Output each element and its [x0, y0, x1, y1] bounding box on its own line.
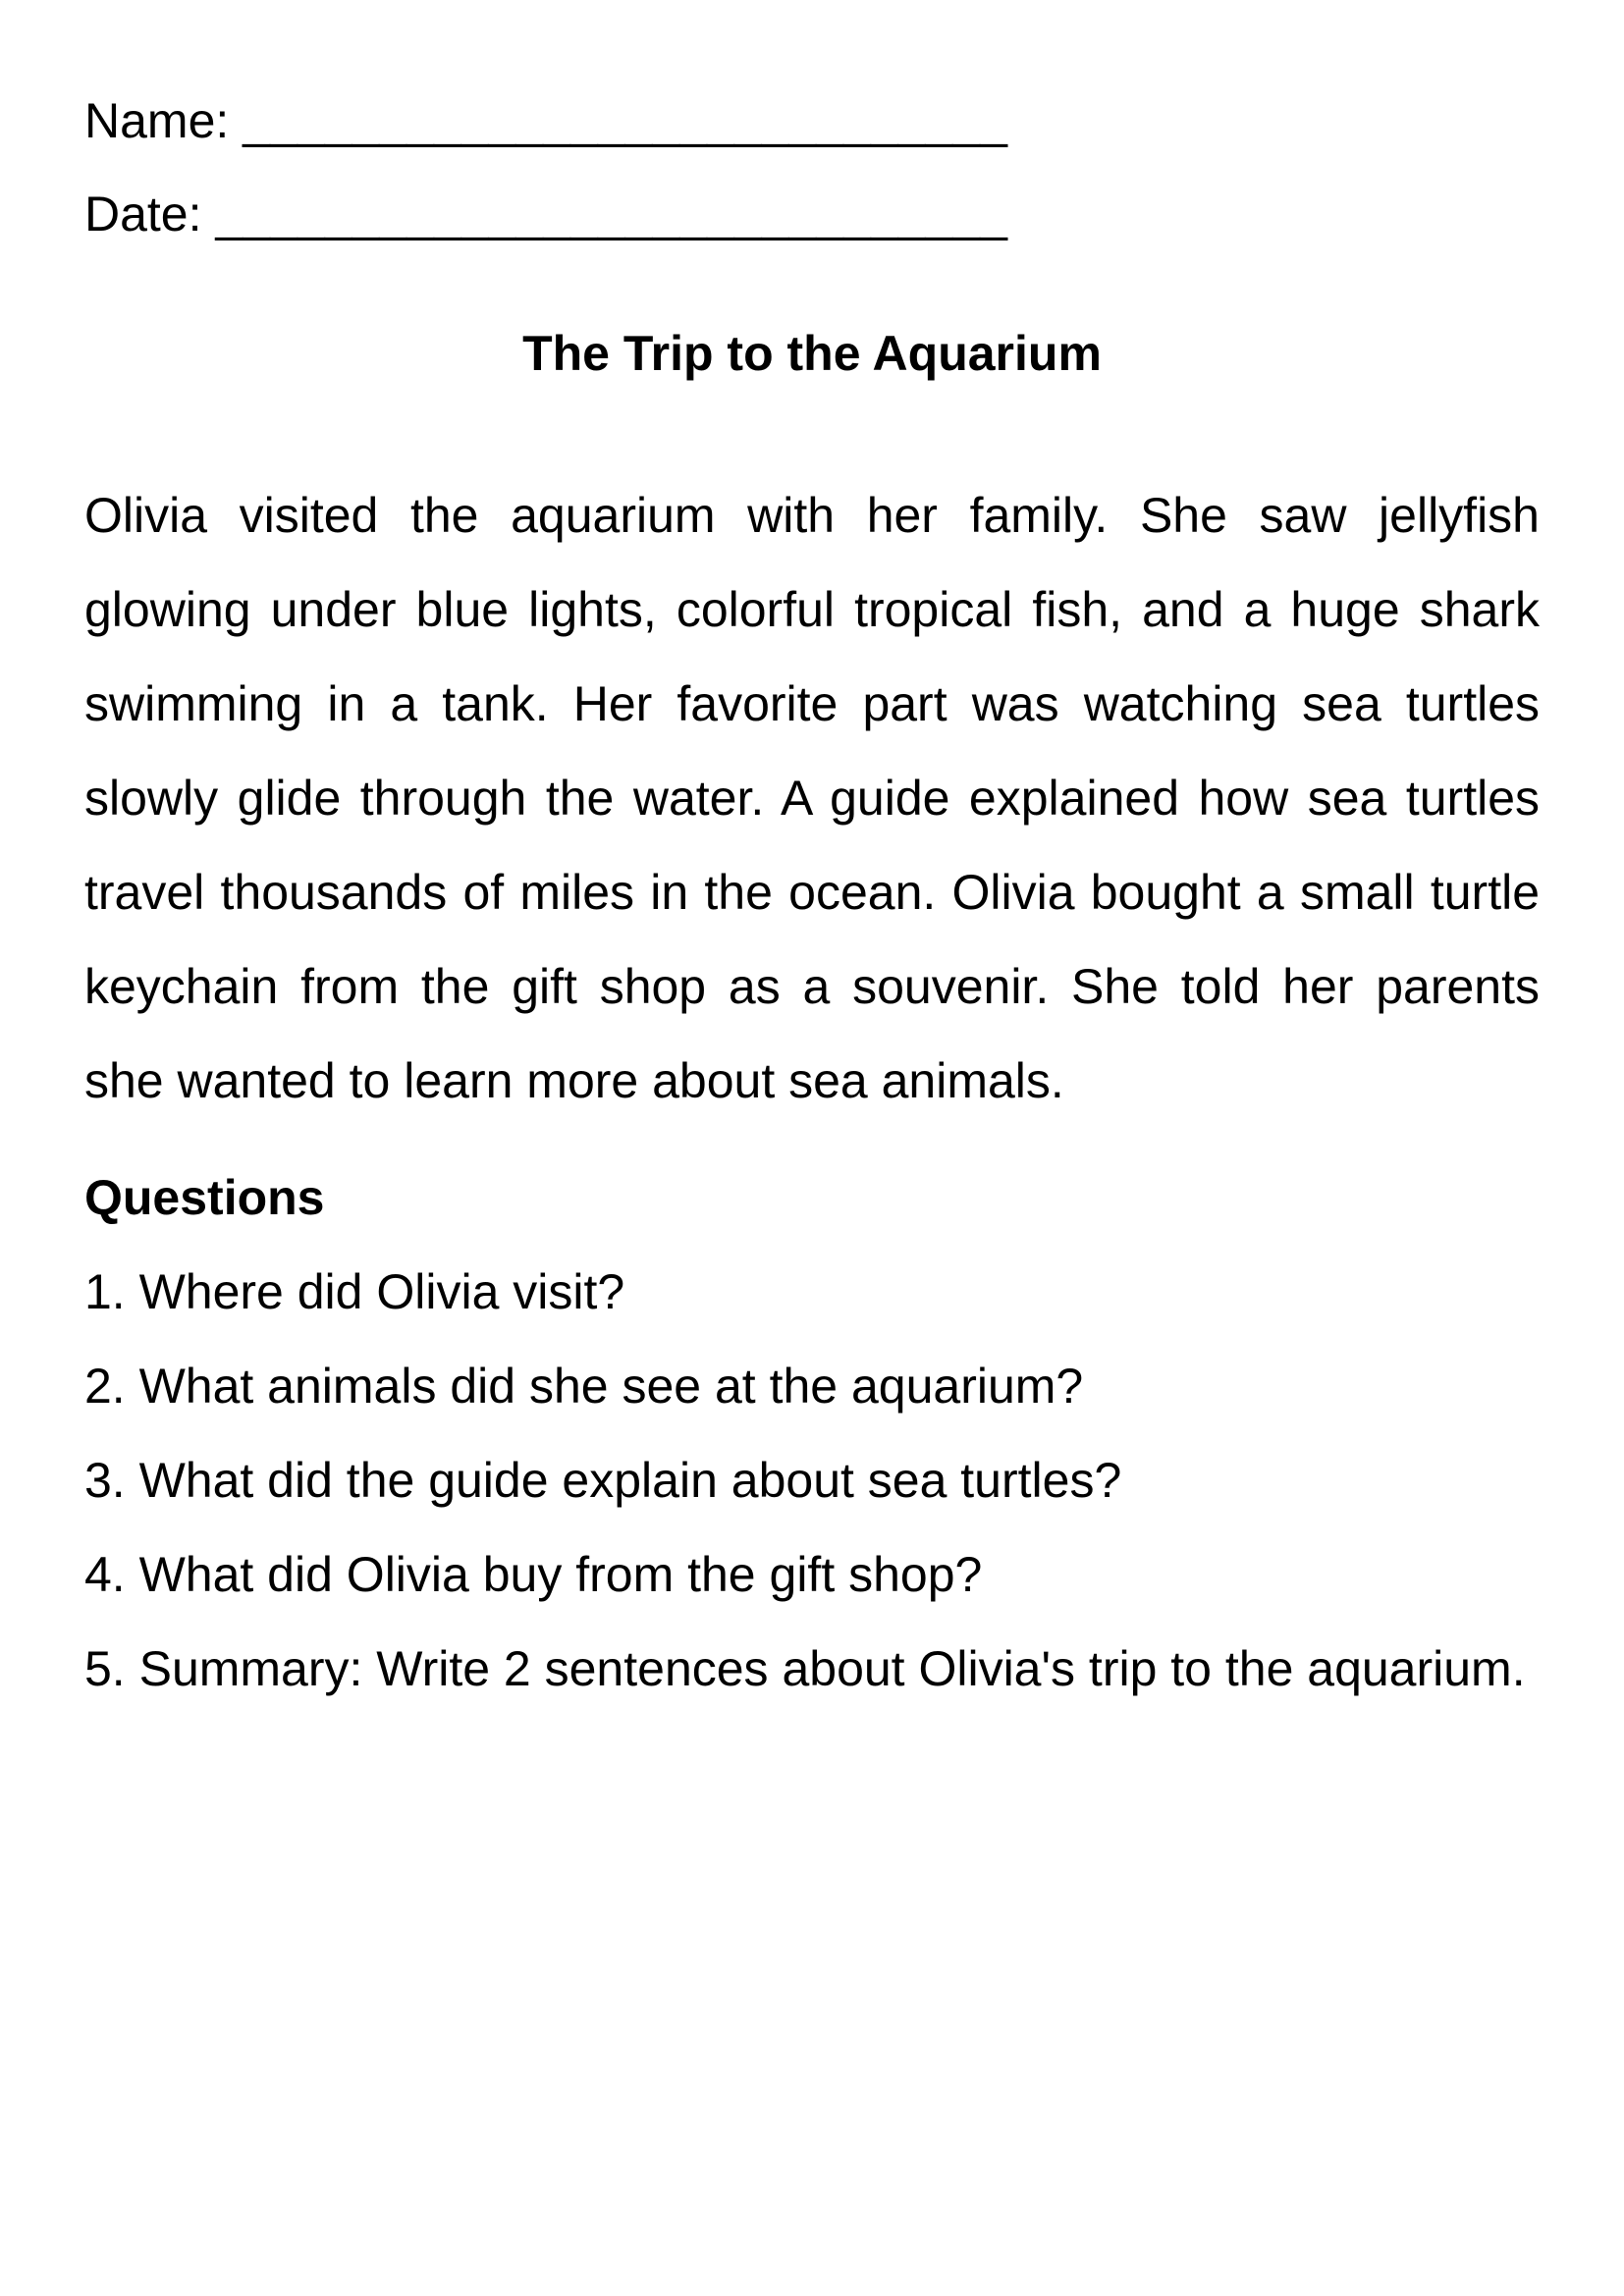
name-label: Name:	[84, 93, 230, 148]
question-item-4: 4. What did Olivia buy from the gift shop?	[84, 1547, 983, 1602]
name-blank-line: ____________________________	[243, 93, 1007, 148]
story-line: glowing under blue lights, colorful tropical fish, and a huge shark	[84, 582, 1540, 637]
question-item-2: 2. What animals did she see at the aquarium?	[84, 1359, 1084, 1414]
question-item-5: 5. Summary: Write 2 sentences about Olivia's trip to the aquarium.	[84, 1641, 1526, 1696]
questions-heading: Questions	[84, 1170, 325, 1225]
story-line: slowly glide through the water. A guide explained how sea turtles	[84, 771, 1540, 826]
story-line: keychain from the gift shop as a souvenir. She told her parents	[84, 959, 1540, 1014]
story-line: swimming in a tank. Her favorite part was watching sea turtles	[84, 676, 1540, 731]
question-item-3: 3. What did the guide explain about sea turtles?	[84, 1453, 1122, 1508]
date-blank-line: _____________________________	[215, 187, 1007, 241]
header-fields	[84, 75, 1540, 261]
story-paragraph	[84, 468, 1540, 1128]
questions-list	[84, 1245, 1540, 1716]
date-field-row	[84, 168, 1540, 261]
story-line: travel thousands of miles in the ocean. Olivia bought a small turtle	[84, 865, 1540, 920]
question-item-1: 1. Where did Olivia visit?	[84, 1264, 625, 1319]
name-field-row	[84, 75, 1540, 168]
story-line: she wanted to learn more about sea animals.	[84, 1053, 1064, 1108]
story-line: Olivia visited the aquarium with her family. She saw jellyfish	[84, 488, 1540, 543]
page-title: The Trip to the Aquarium	[522, 326, 1102, 381]
date-label: Date:	[84, 187, 202, 241]
